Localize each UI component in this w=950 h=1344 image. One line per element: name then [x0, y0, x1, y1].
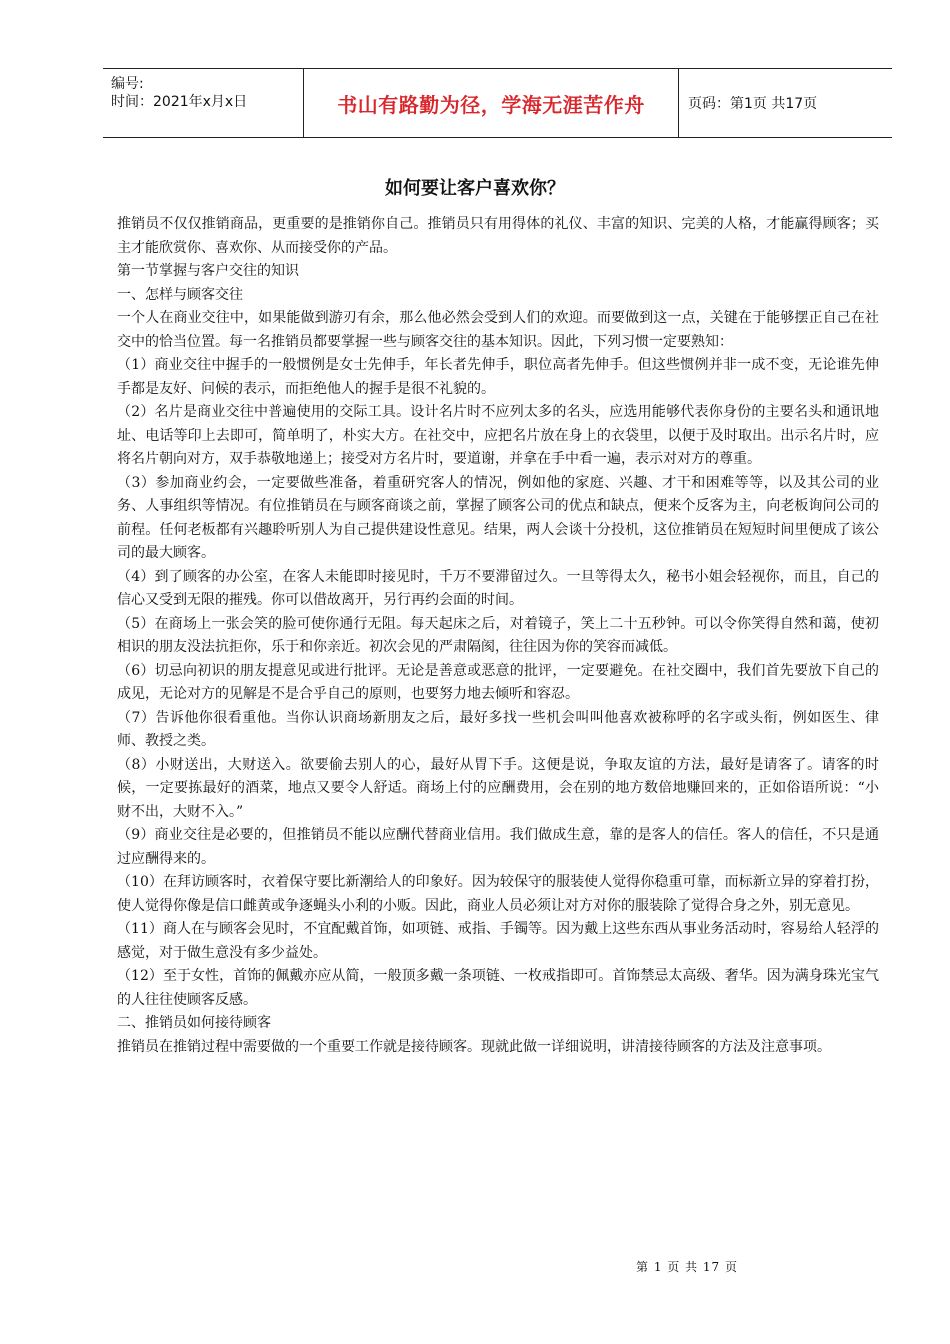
document-body — [117, 213, 879, 1059]
page-footer: 第 1 页 共 17 页 — [636, 1260, 738, 1274]
document-title: 如何要让客户喜欢你？ — [385, 178, 565, 199]
list-item: （7）告诉他你很看重他。当你认识商场新朋友之后，最好多找一些机会叫叫他喜欢被称呼的名字或头衔，例如医生、律师、教授之类。 — [117, 709, 879, 749]
list-item: （10）在拜访顾客时，衣着保守要比新潮给人的印象好。因为较保守的服装使人觉得你稳重可靠，而标新立异的穿着打扮，使人觉得你像是信口雌黄或争逐蝇头小利的小贩。因此，商业人员必须让对方对你的服装除了觉得合身之外，别无意见。 — [117, 874, 879, 914]
list-item: （6）切忌向初识的朋友提意见或进行批评。无论是善意或恶意的批评，一定要避免。在社交圈中，我们首先要放下自己的成见，无论对方的见解是不是合乎自己的原则，也要努力地去倾听和容忍。 — [117, 662, 879, 702]
paragraph: 推销员不仅仅推销商品，更重要的是推销你自己。推销员只有用得体的礼仪、丰富的知识、完美的人格，才能赢得顾客；买主才能欣赏你、喜欢你、从而接受你的产品。 — [117, 216, 879, 256]
subsection-heading: 一、怎样与顾客交往 — [117, 286, 243, 303]
motto-text: 书山有路勤为径，学海无涯苦作舟 — [337, 92, 645, 117]
list-item: （2）名片是商业交往中普遍使用的交际工具。设计名片时不应列太多的名头，应选用能够代表你身份的主要名头和通讯地址、电话等印上去即可，简单明了，朴实大方。在社交中，应把名片放在身上的衣袋里，以便于及时取出。出示名片时，应将名片朝向对方，双手恭敬地递上；接受对方名片时，要道谢，并拿在手中看一遍，表示对对方的尊重。 — [117, 404, 879, 467]
section-heading: 第一节掌握与客户交往的知识 — [117, 263, 299, 279]
list-item: （8）小财送出，大财送入。欲要偷去别人的心，最好从胃下手。这便是说，争取友谊的方法，最好是请客了。请客的时候，一定要拣最好的酒菜，地点又要令人舒适。商场上付的应酬费用，会在别的地方数倍地赚回来的，正如俗语所说：“小财不出，大财不入。” — [117, 756, 879, 820]
list-item: （1）商业交往中握手的一般惯例是女士先伸手，年长者先伸手，职位高者先伸手。但这些惯例并非一成不变，无论谁先伸手都是友好、问候的表示，而拒绝他人的握手是很不礼貌的。 — [117, 357, 879, 397]
page-number-label: 页码：第1页 共17页 — [688, 96, 818, 112]
list-item: （11）商人在与顾客会见时，不宜配戴首饰，如项链、戒指、手镯等。因为戴上这些东西从事业务活动时，容易给人轻浮的感觉，对于做生意没有多少益处。 — [117, 921, 879, 961]
header-motto-cell — [303, 69, 679, 137]
list-item: （3）参加商业约会，一定要做些准备，着重研究客人的情况，例如他的家庭、兴趣、才干和困难等等，以及其公司的业务、人事组织等情况。有位推销员在与顾客商谈之前，掌握了顾客公司的优点和缺点，便来个反客为主，向老板询问公司的前程。任何老板都有兴趣聆听别人为自己提供建设性意见。结果，两人会谈十分投机，这位推销员在短短时间里便成了该公司的最大顾客。 — [117, 474, 879, 561]
paragraph: 推销员在推销过程中需要做的一个重要工作就是接待顾客。现就此做一详细说明，讲清接待顾客的方法及注意事项。 — [117, 1038, 831, 1055]
list-item: （9）商业交往是必要的，但推销员不能以应酬代替商业信用。我们做成生意，靠的是客人的信任。客人的信任，不只是通过应酬得来的。 — [117, 827, 879, 867]
header-page-cell — [678, 69, 892, 137]
time-label: 时间：2021年x月x日 — [111, 94, 248, 110]
paragraph: 一个人在商业交往中，如果能做到游刃有余，那么他必然会受到人们的欢迎。而要做到这一点，关键在于能够摆正自己在社交中的恰当位置。每一名推销员都要掌握一些与顾客交往的基本知识。因此，下列习惯一定要熟知： — [117, 310, 879, 350]
list-item: （4）到了顾客的办公室，在客人未能即时接见时，千万不要滞留过久。一旦等得太久，秘书小姐会轻视你，而且，自己的信心又受到无限的摧残。你可以借故离开，另行再约会面的时间。 — [117, 568, 879, 608]
subsection-heading: 二、推销员如何接待顾客 — [117, 1015, 271, 1031]
page-header — [103, 68, 892, 138]
list-item: （12）至于女性，首饰的佩戴亦应从简，一般顶多戴一条项链、一枚戒指即可。首饰禁忌太高级、奢华。因为满身珠光宝气的人往往使顾客反感。 — [117, 968, 879, 1008]
number-label: 编号: — [111, 76, 144, 92]
list-item: （5）在商场上一张会笑的脸可使你通行无阻。每天起床之后，对着镜子，笑上二十五秒钟。可以令你笑得自然和蔼，使初相识的朋友没法抗拒你，乐于和你亲近。初次会见的严肃隔阂，往往因为你的笑容而减低。 — [117, 615, 879, 655]
header-info-cell — [103, 69, 303, 137]
